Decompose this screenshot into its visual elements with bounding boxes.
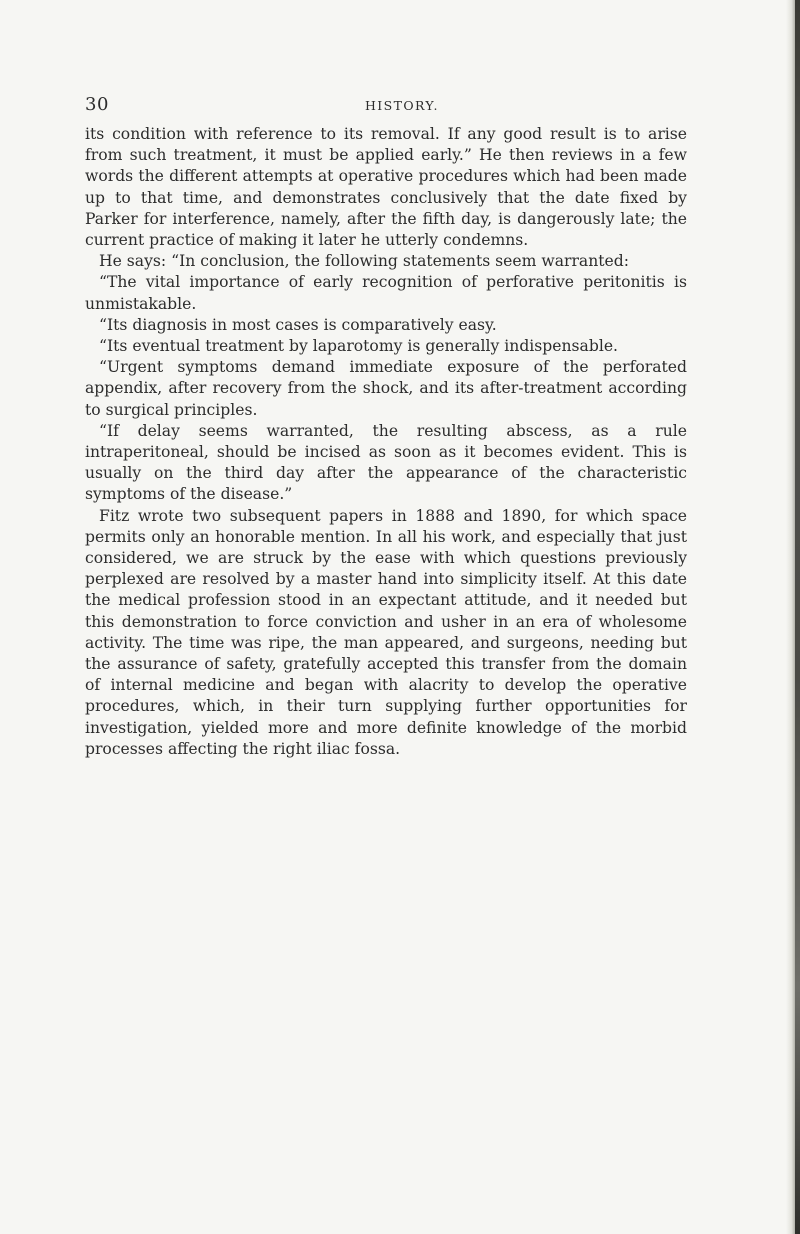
paragraph-fitz: Fitz wrote two subsequent papers in 1888 and 1890, for which space permits only an honorable mention. In all his work, and especially that just considered, we are struck by the ease with which questions previously perplexed are resolved by a master hand into simplicity itself. At this date the medical profession stood in an expectant attitude, and it needed but this demonstration to force conviction and usher in an era of wholesome activity. The time was ripe, the man appeared, and surgeons, needing but the assurance of safety, gratefully accepted this transfer from the domain of internal medicine and began with alacrity to develop the operative procedures, which, in their turn supplying further opportunities for investigation, yielded more and more definite knowledge of the morbid processes affecting the right iliac fossa.	[85, 506, 687, 758]
paragraph-quote-5: “If delay seems warranted, the resulting abscess, as a rule intraperitoneal, should be incised as soon as it becomes evident. This is usually on the third day after the appearance of the characteristic symptoms of the disease.”	[85, 421, 687, 504]
page-edge-binding	[795, 0, 800, 1234]
paragraph-continuation: its condition with reference to its removal. If any good result is to arise from such treatment, it must be applied early.” He then reviews in a few words the different attempts at operative procedures which had been made up to that time, and demonstrates conclusively that the date fixed by Parker for interference, namely, after the fifth day, is dangerously late; the current practice of making it later he utterly condemns.	[85, 125, 687, 250]
paragraph-quote-2: “Its diagnosis in most cases is comparatively easy.	[99, 315, 497, 334]
page-header	[85, 94, 685, 116]
paragraph-quote-1: “The vital importance of early recognition of perforative peritonitis is unmistakable.	[85, 273, 687, 313]
paragraph-quote-intro: He says: “In conclusion, the following statements seem warranted:	[99, 252, 630, 271]
paragraph-quote-4: “Urgent symptoms demand immediate exposure of the perforated appendix, after recovery from the shock, and its after-treatment according to surgical principles.	[85, 358, 687, 419]
page-number: 30	[85, 94, 109, 115]
body-text	[85, 124, 687, 760]
paragraph-quote-3: “Its eventual treatment by laparotomy is generally indispensable.	[99, 337, 619, 356]
running-head: HISTORY.	[365, 98, 439, 113]
